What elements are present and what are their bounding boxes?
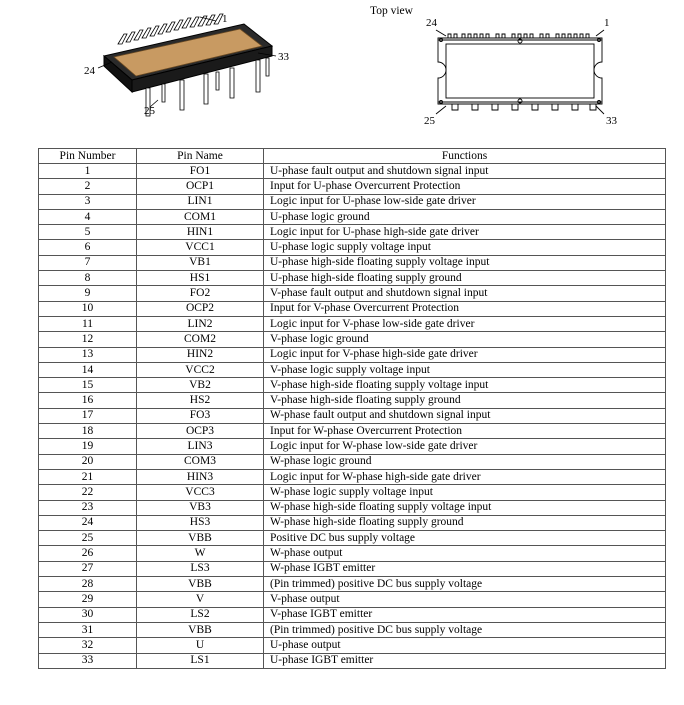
function-cell: V-phase logic supply voltage input: [264, 362, 666, 377]
function-cell: U-phase IGBT emitter: [264, 653, 666, 668]
pin-name-cell: OCP1: [137, 179, 264, 194]
pin-number-cell: 6: [39, 240, 137, 255]
table-row: [39, 531, 666, 546]
pin-name-cell: VCC1: [137, 240, 264, 255]
table-row: [39, 622, 666, 637]
pin-number-cell: 11: [39, 316, 137, 331]
pin-name-cell: OCP3: [137, 424, 264, 439]
pin-name-cell: FO1: [137, 164, 264, 179]
top-view-drawing: [436, 30, 604, 114]
table-row: [39, 561, 666, 576]
table-row: [39, 179, 666, 194]
pin-number-cell: 21: [39, 469, 137, 484]
function-cell: W-phase fault output and shutdown signal input: [264, 408, 666, 423]
pin-name-cell: COM2: [137, 332, 264, 347]
pin-number-cell: 31: [39, 622, 137, 637]
pin-name-cell: OCP2: [137, 301, 264, 316]
pin-table-body: [39, 164, 666, 669]
pin-number-cell: 3: [39, 194, 137, 209]
pin-name-cell: V: [137, 592, 264, 607]
header-pin-name: Pin Name: [137, 149, 264, 164]
function-cell: Logic input for U-phase high-side gate driver: [264, 225, 666, 240]
table-row: [39, 500, 666, 515]
function-cell: W-phase IGBT emitter: [264, 561, 666, 576]
pin-number-cell: 17: [39, 408, 137, 423]
table-row: [39, 225, 666, 240]
pin-name-cell: VBB: [137, 622, 264, 637]
pin-name-cell: VCC2: [137, 362, 264, 377]
function-cell: (Pin trimmed) positive DC bus supply voltage: [264, 622, 666, 637]
table-row: [39, 424, 666, 439]
pin-name-cell: VBB: [137, 577, 264, 592]
pin-number-cell: 18: [39, 424, 137, 439]
function-cell: U-phase fault output and shutdown signal input: [264, 164, 666, 179]
top-view-pin1-label: 1: [604, 17, 610, 29]
pin24-label: 24: [84, 65, 95, 77]
table-row: [39, 164, 666, 179]
table-row: [39, 408, 666, 423]
pin-name-cell: LIN2: [137, 316, 264, 331]
table-row: [39, 485, 666, 500]
table-row: [39, 332, 666, 347]
table-row: [39, 638, 666, 653]
pin-name-cell: FO2: [137, 286, 264, 301]
pin-name-cell: HS1: [137, 271, 264, 286]
pin-name-cell: VBB: [137, 531, 264, 546]
table-row: [39, 209, 666, 224]
pin-name-cell: VB3: [137, 500, 264, 515]
pin-number-cell: 22: [39, 485, 137, 500]
pin-number-cell: 14: [39, 362, 137, 377]
pin-number-cell: 9: [39, 286, 137, 301]
pin-name-cell: VB2: [137, 378, 264, 393]
function-cell: Input for U-phase Overcurrent Protection: [264, 179, 666, 194]
function-cell: W-phase logic ground: [264, 454, 666, 469]
pin-number-cell: 10: [39, 301, 137, 316]
pin-name-cell: LS3: [137, 561, 264, 576]
function-cell: U-phase high-side floating supply voltage input: [264, 255, 666, 270]
function-cell: V-phase logic ground: [264, 332, 666, 347]
table-row: [39, 301, 666, 316]
function-cell: Logic input for W-phase high-side gate driver: [264, 469, 666, 484]
table-row: [39, 607, 666, 622]
pin-name-cell: VCC3: [137, 485, 264, 500]
pin-number-cell: 29: [39, 592, 137, 607]
function-cell: V-phase high-side floating supply voltage input: [264, 378, 666, 393]
function-cell: Input for W-phase Overcurrent Protection: [264, 424, 666, 439]
function-cell: W-phase high-side floating supply ground: [264, 515, 666, 530]
pin-number-cell: 15: [39, 378, 137, 393]
pin-name-cell: HS2: [137, 393, 264, 408]
pin-name-cell: VB1: [137, 255, 264, 270]
pin-name-cell: W: [137, 546, 264, 561]
table-row: [39, 271, 666, 286]
pin33-label: 33: [278, 51, 289, 63]
function-cell: Logic input for U-phase low-side gate driver: [264, 194, 666, 209]
top-view-pin33-label: 33: [606, 115, 617, 127]
table-row: [39, 515, 666, 530]
pin-name-cell: LS2: [137, 607, 264, 622]
table-row: [39, 592, 666, 607]
table-row: [39, 255, 666, 270]
pin-number-cell: 32: [39, 638, 137, 653]
function-cell: W-phase logic supply voltage input: [264, 485, 666, 500]
pin-number-cell: 27: [39, 561, 137, 576]
pin-name-cell: U: [137, 638, 264, 653]
table-row: [39, 653, 666, 668]
function-cell: Positive DC bus supply voltage: [264, 531, 666, 546]
table-row: [39, 546, 666, 561]
pin-number-cell: 13: [39, 347, 137, 362]
table-row: [39, 378, 666, 393]
package-figure: [0, 0, 684, 146]
top-view-pin24-label: 24: [426, 17, 437, 29]
pin-number-cell: 12: [39, 332, 137, 347]
pin-number-cell: 16: [39, 393, 137, 408]
pin-name-cell: COM3: [137, 454, 264, 469]
table-row: [39, 393, 666, 408]
pin-number-cell: 1: [39, 164, 137, 179]
top-view-pin25-label: 25: [424, 115, 435, 127]
function-cell: Logic input for W-phase low-side gate driver: [264, 439, 666, 454]
header-functions: Functions: [264, 149, 666, 164]
pin-name-cell: HIN2: [137, 347, 264, 362]
function-cell: Input for V-phase Overcurrent Protection: [264, 301, 666, 316]
pin-number-cell: 23: [39, 500, 137, 515]
table-row: [39, 577, 666, 592]
table-row: [39, 439, 666, 454]
pin25-label: 25: [144, 105, 155, 117]
pin-table: [38, 148, 666, 669]
table-row: [39, 316, 666, 331]
pin-name-cell: LIN3: [137, 439, 264, 454]
pin-number-cell: 30: [39, 607, 137, 622]
pin-number-cell: 5: [39, 225, 137, 240]
function-cell: (Pin trimmed) positive DC bus supply voltage: [264, 577, 666, 592]
table-row: [39, 469, 666, 484]
table-header-row: [39, 149, 666, 164]
function-cell: U-phase logic ground: [264, 209, 666, 224]
pin-name-cell: LS1: [137, 653, 264, 668]
table-row: [39, 362, 666, 377]
table-row: [39, 194, 666, 209]
pin-number-cell: 7: [39, 255, 137, 270]
pin-name-cell: LIN1: [137, 194, 264, 209]
pin-number-cell: 2: [39, 179, 137, 194]
pin-number-cell: 19: [39, 439, 137, 454]
table-row: [39, 240, 666, 255]
function-cell: W-phase output: [264, 546, 666, 561]
pin-number-cell: 20: [39, 454, 137, 469]
pin-number-cell: 26: [39, 546, 137, 561]
pin-number-cell: 28: [39, 577, 137, 592]
pin-name-cell: HIN1: [137, 225, 264, 240]
function-cell: U-phase logic supply voltage input: [264, 240, 666, 255]
function-cell: W-phase high-side floating supply voltage input: [264, 500, 666, 515]
function-cell: Logic input for V-phase low-side gate driver: [264, 316, 666, 331]
pin-name-cell: FO3: [137, 408, 264, 423]
package-3d-drawing: [98, 14, 276, 116]
function-cell: U-phase output: [264, 638, 666, 653]
pin-name-cell: COM1: [137, 209, 264, 224]
pin-name-cell: HIN3: [137, 469, 264, 484]
pin-number-cell: 25: [39, 531, 137, 546]
table-row: [39, 286, 666, 301]
pin-number-cell: 33: [39, 653, 137, 668]
pin-name-cell: HS3: [137, 515, 264, 530]
pin-number-cell: 4: [39, 209, 137, 224]
function-cell: U-phase high-side floating supply ground: [264, 271, 666, 286]
pin-number-cell: 8: [39, 271, 137, 286]
pin-number-cell: 24: [39, 515, 137, 530]
table-row: [39, 454, 666, 469]
table-row: [39, 347, 666, 362]
pin1-label: 1: [222, 13, 228, 25]
function-cell: Logic input for V-phase high-side gate driver: [264, 347, 666, 362]
header-pin-number: Pin Number: [39, 149, 137, 164]
function-cell: V-phase high-side floating supply ground: [264, 393, 666, 408]
function-cell: V-phase IGBT emitter: [264, 607, 666, 622]
function-cell: V-phase fault output and shutdown signal input: [264, 286, 666, 301]
top-view-title: Top view: [370, 5, 413, 17]
function-cell: V-phase output: [264, 592, 666, 607]
